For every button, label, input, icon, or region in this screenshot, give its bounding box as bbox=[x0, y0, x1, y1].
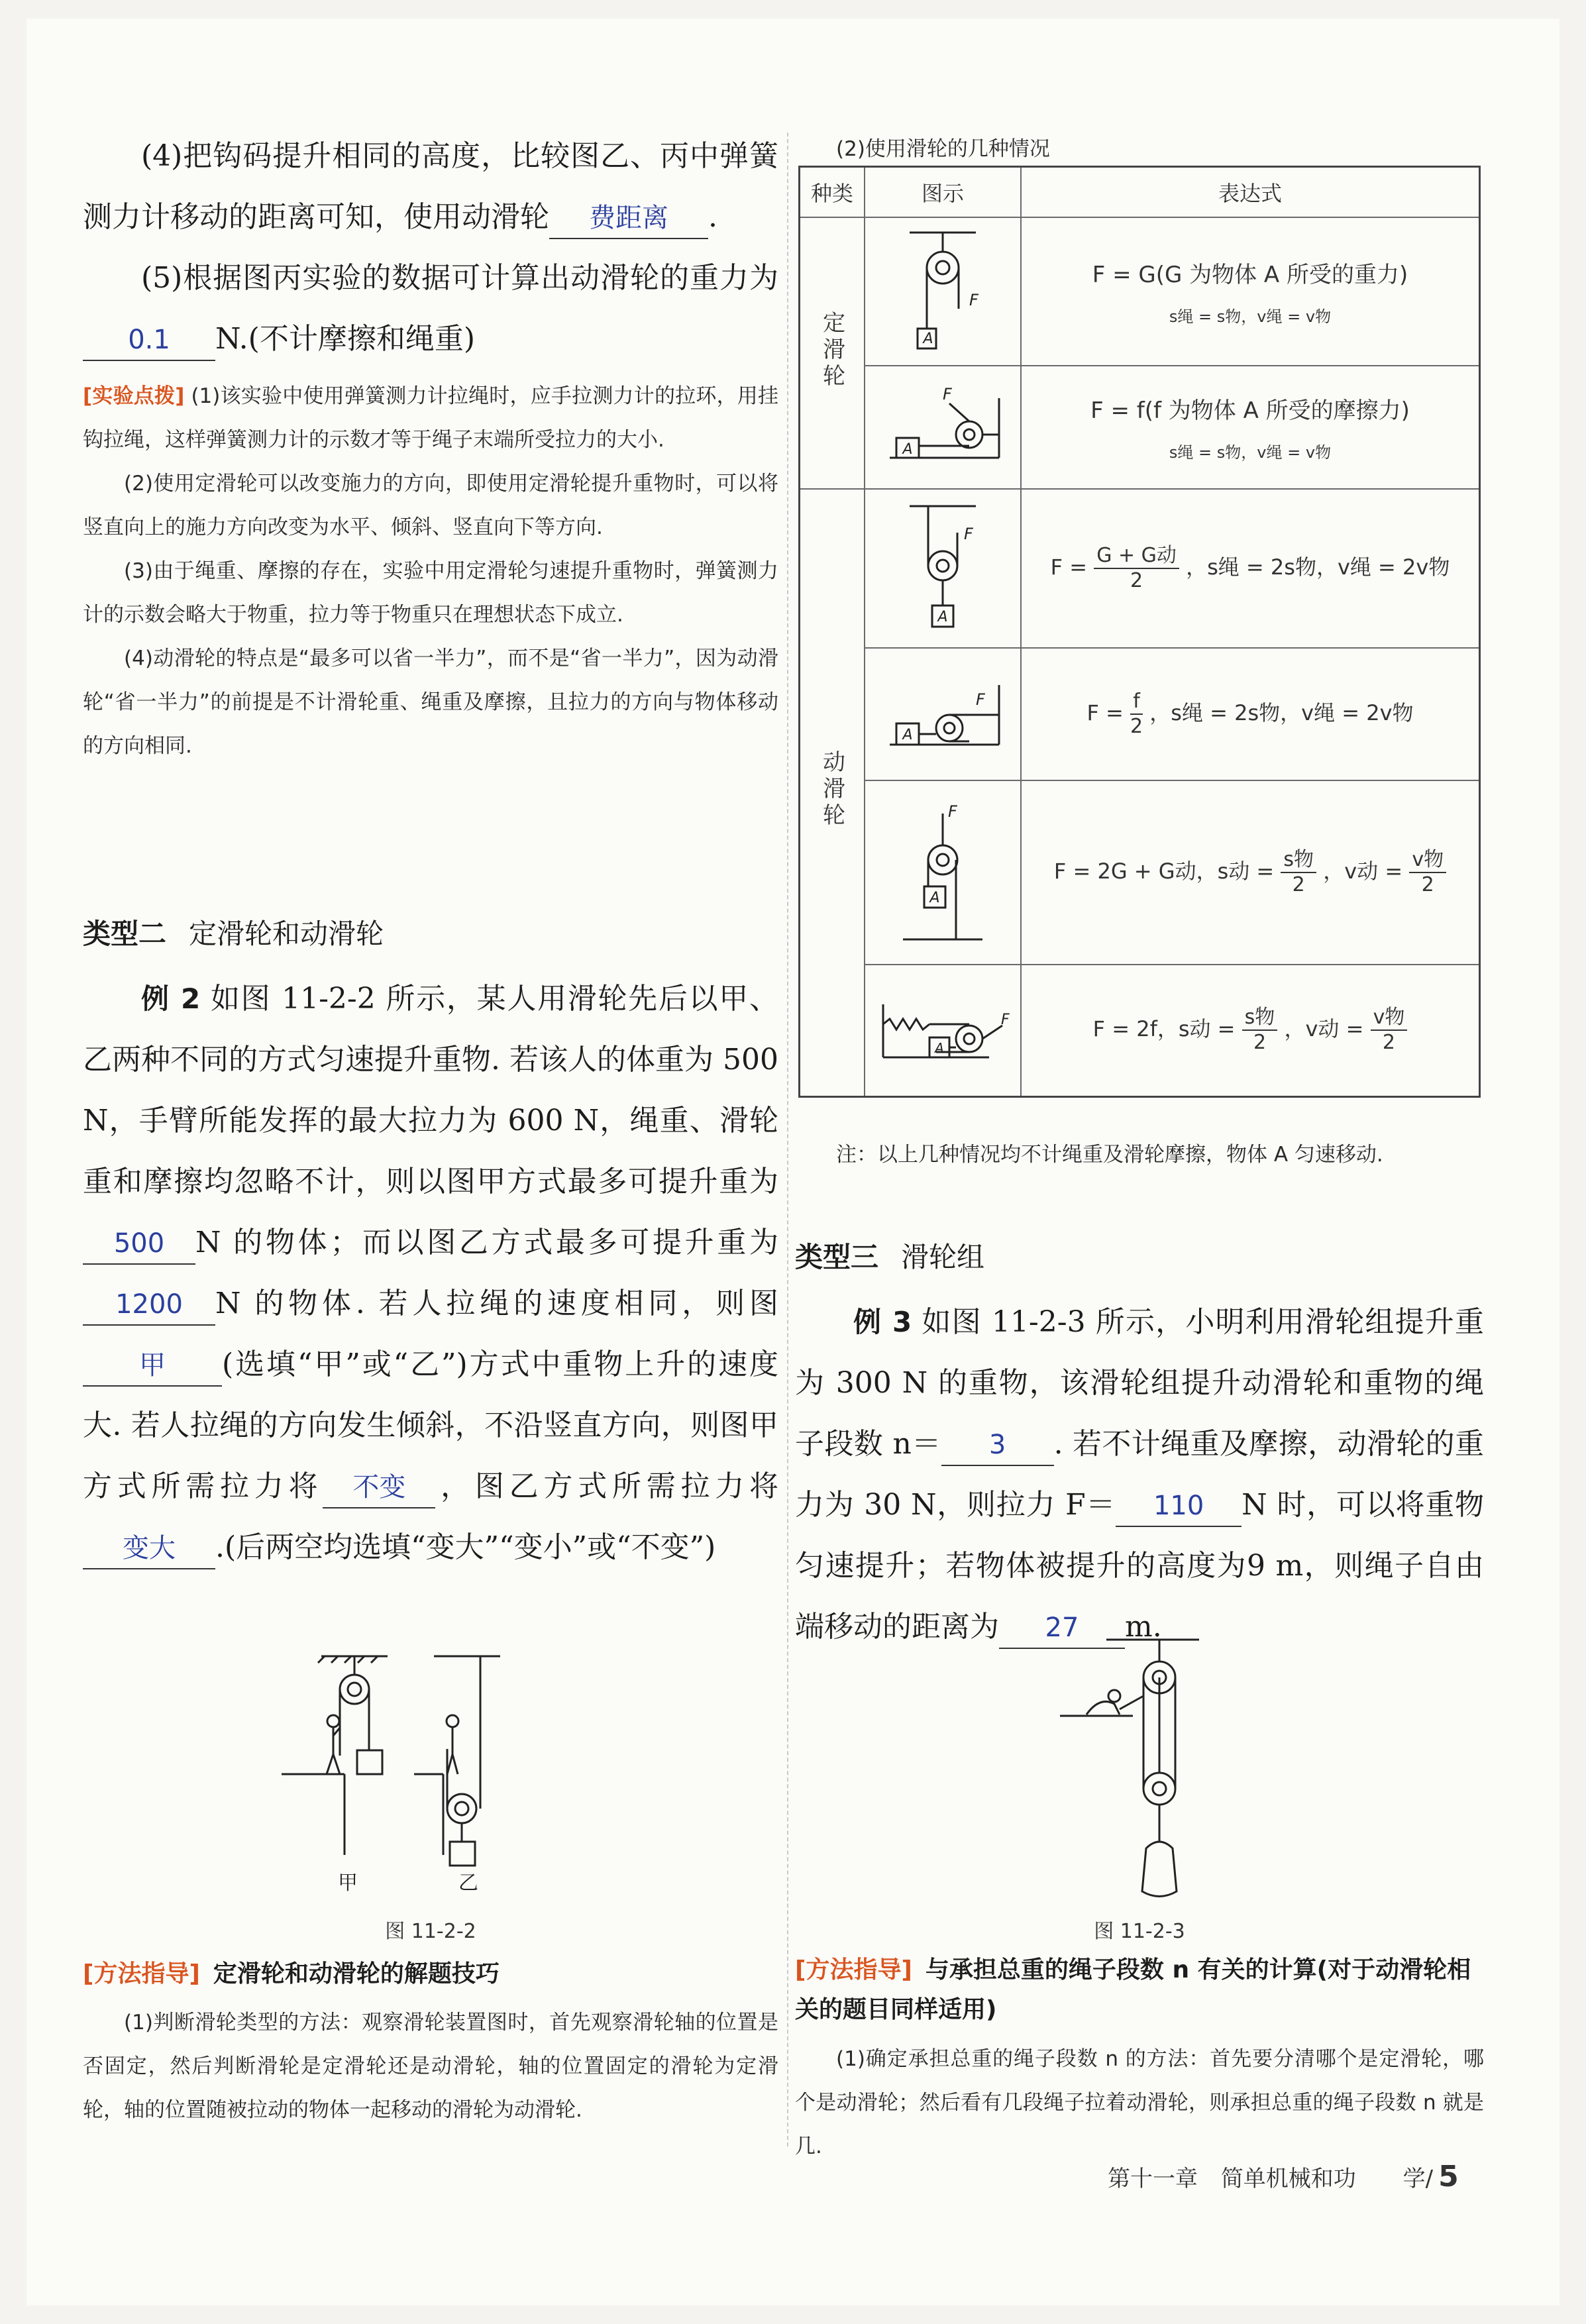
page-footer bbox=[1108, 2160, 1459, 2193]
th-figure: 图示 bbox=[865, 167, 1021, 217]
tip-2: (2)使用定滑轮可以改变施力的方向，即使用定滑轮提升重物时，可以将竖直向上的施力方向改变为水平、倾斜、竖直向下等方向. bbox=[83, 472, 778, 539]
ex2-answer-3: 甲 bbox=[83, 1346, 222, 1387]
page-number: 5 bbox=[1438, 2160, 1459, 2193]
figure-11-2-3-caption: 图 11-2-3 bbox=[1094, 1920, 1185, 1943]
ex2-answer-5: 变大 bbox=[83, 1528, 215, 1569]
fraction-r3 bbox=[1094, 544, 1179, 593]
label-a-4: A bbox=[902, 726, 913, 743]
label-a-5: A bbox=[929, 889, 940, 906]
fig-fixed-horizontal bbox=[865, 366, 1021, 489]
type3-title: 滑轮组 bbox=[901, 1241, 985, 1273]
label-a-1: A bbox=[923, 330, 933, 347]
label-a-2: A bbox=[902, 441, 913, 458]
movable-vertical-diagram bbox=[876, 496, 1009, 635]
fig-movable-vertical bbox=[865, 489, 1021, 648]
question-5 bbox=[83, 248, 778, 370]
th-formula: 表达式 bbox=[1021, 167, 1480, 217]
example-3 bbox=[795, 1292, 1484, 1658]
fraction-r6a bbox=[1242, 1006, 1278, 1055]
experiment-tips bbox=[83, 374, 778, 768]
formula-r4-post: ，s绳 = 2s物，v绳 = 2v物 bbox=[1149, 700, 1414, 725]
formula-r4 bbox=[1021, 648, 1480, 780]
label-a-3: A bbox=[937, 608, 948, 625]
figure-11-2-2 bbox=[282, 1643, 573, 1895]
type-movable-label: 动滑轮 bbox=[818, 750, 845, 830]
ex2-text-f: .(后两空均选填“变大”“变小”或“不变”) bbox=[215, 1530, 716, 1564]
method-text-right: (1)确定承担总重的绳子段数 n 的方法：首先要分清哪个是定滑轮，哪个是动滑轮；然后看有几段绳子拉着动滑轮，则承担总重的绳子段数 n 就是几. bbox=[795, 2047, 1484, 2158]
method-text-left: (1)判断滑轮类型的方法：观察滑轮装置图时，首先观察滑轮轴的位置是否固定，然后判断滑轮是定滑轮还是动滑轮，轴的位置固定的滑轮为定滑轮，轴的位置随被拉动的物体一起移动的滑轮为动滑轮. bbox=[83, 2011, 778, 2122]
tip-4: (4)动滑轮的特点是“最多可以省一半力”，而不是“省一半力”，因为动滑轮“省一半力”的前提是不计滑轮重、绳重及摩擦，且拉力的方向与物体移动的方向相同. bbox=[83, 647, 778, 758]
ex2-text-c: N 的物体. 若人拉绳的速度相同，则图 bbox=[215, 1287, 778, 1320]
column-divider bbox=[787, 132, 788, 2146]
ex3-answer-3: 27 bbox=[999, 1608, 1125, 1649]
q4-end: . bbox=[708, 200, 717, 234]
formula-r6 bbox=[1021, 965, 1480, 1097]
ex2-answer-2: 1200 bbox=[83, 1285, 215, 1326]
question-4 bbox=[83, 126, 778, 248]
movable-inverted-diagram bbox=[876, 787, 1009, 953]
ex3-text-a: 如图 11-2-3 所示，小明利用滑轮组提升重为 300 N 的重物，该滑轮组提升动滑轮和重物的绳子段数 n＝ bbox=[795, 1305, 1484, 1461]
q5-text: (5)根据图丙实验的数据可计算出动滑轮的重力为 bbox=[141, 261, 778, 295]
type-movable bbox=[800, 489, 865, 1097]
fraction-r4-num: f bbox=[1130, 690, 1143, 715]
type-fixed-label: 定滑轮 bbox=[818, 310, 845, 390]
fig-movable-inverted bbox=[865, 780, 1021, 965]
ex3-text-b: . 若不计绳重及摩擦，动滑轮的重力为 30 N，则拉力 F＝ bbox=[795, 1427, 1484, 1522]
method-heading-right bbox=[795, 1950, 1484, 2030]
formula-r3-post: ，s绳 = 2s物，v绳 = 2v物 bbox=[1186, 554, 1450, 580]
type2-title: 定滑轮和动滑轮 bbox=[189, 918, 384, 950]
method-heading-left bbox=[83, 1954, 500, 1994]
fraction-r4 bbox=[1130, 690, 1143, 739]
fraction-r5b-den: 2 bbox=[1421, 872, 1434, 896]
tip-tag: [实验点拨] bbox=[83, 384, 185, 408]
label-f-4: F bbox=[976, 690, 985, 709]
ex3-answer-2: 110 bbox=[1116, 1486, 1242, 1527]
figure-11-2-3 bbox=[1040, 1630, 1252, 1915]
formula-r4-pre: F = bbox=[1086, 700, 1124, 725]
figure-11-2-2-caption: 图 11-2-2 bbox=[385, 1920, 476, 1943]
movable-spring-diagram bbox=[870, 978, 1016, 1077]
method-tag-right: [方法指导] bbox=[795, 1956, 912, 1983]
formula-r1-main: F = G(G 为物体 A 所受的重力) bbox=[1092, 261, 1408, 288]
ex3-label: 例 3 bbox=[853, 1306, 912, 1338]
formula-r5-mid: ，v动 = bbox=[1323, 858, 1403, 884]
q5-answer: 0.1 bbox=[83, 320, 215, 361]
table-note: 注：以上几种情况均不计绳重及滑轮摩擦，物体 A 匀速移动. bbox=[836, 1143, 1383, 1167]
q4-answer: 费距离 bbox=[549, 198, 708, 239]
ex2-text-e: ，图乙方式所需拉力将 bbox=[435, 1469, 779, 1503]
ex2-text-d: (选填“甲”或“乙”)方式中重物上升的速度大. 若人拉绳的方向发生倾斜，不沿竖直方向，则图甲方式所需拉力将 bbox=[83, 1347, 778, 1503]
formula-r5-pre: F = 2G + G动，s动 = bbox=[1053, 858, 1275, 884]
fraction-r5a bbox=[1281, 848, 1316, 897]
fraction-r6b-num: v物 bbox=[1371, 1006, 1408, 1031]
label-a-6: A bbox=[935, 1040, 944, 1057]
fig-label-yi: 乙 bbox=[458, 1872, 478, 1895]
formula-r3 bbox=[1021, 489, 1480, 648]
type3-heading bbox=[795, 1238, 984, 1277]
q4-text: (4)把钩码提升相同的高度，比较图乙、丙中弹簧测力计移动的距离可知，使用动滑轮 bbox=[83, 139, 778, 234]
fraction-r6b bbox=[1371, 1006, 1408, 1055]
formula-r6-mid: ，v动 = bbox=[1284, 1016, 1364, 1042]
ex2-label: 例 2 bbox=[141, 982, 201, 1015]
fraction-r3-num: G + G动 bbox=[1094, 544, 1179, 569]
type2-heading bbox=[83, 914, 384, 954]
label-f-3: F bbox=[964, 524, 973, 543]
ex2-answer-1: 500 bbox=[83, 1224, 195, 1265]
method-tag-left: [方法指导] bbox=[83, 1960, 200, 1987]
fig-movable-horizontal bbox=[865, 648, 1021, 780]
formula-r2-sub: s绳 = s物，v绳 = v物 bbox=[1169, 443, 1332, 462]
fraction-r5a-den: 2 bbox=[1292, 872, 1305, 896]
formula-r1-sub: s绳 = s物，v绳 = v物 bbox=[1169, 307, 1332, 326]
ex2-text-a: 如图 11-2-2 所示，某人用滑轮先后以甲、乙两种不同的方式匀速提升重物. 若该人的体重为 500 N，手臂所能发挥的最大拉力为 600 N，绳重、滑轮重和摩擦均忽略不计，则以图甲方式最多可提升重为 bbox=[83, 982, 778, 1198]
q5-end: N.(不计摩擦和绳重) bbox=[215, 322, 476, 356]
tip-1: (1)该实验中使用弹簧测力计拉绳时，应手拉测力计的拉环，用挂钩拉绳，这样弹簧测力计的示数才等于绳子末端所受拉力的大小. bbox=[83, 384, 778, 452]
formula-r5 bbox=[1021, 780, 1480, 965]
fig-movable-spring bbox=[865, 965, 1021, 1097]
footer-chapter: 第十一章 bbox=[1108, 2166, 1198, 2192]
ex2-answer-4: 不变 bbox=[323, 1467, 435, 1508]
example-2 bbox=[83, 969, 778, 1578]
movable-horizontal-diagram bbox=[876, 659, 1009, 765]
formula-r3-pre: F = bbox=[1050, 554, 1088, 580]
method-title-left: 定滑轮和动滑轮的解题技巧 bbox=[213, 1960, 500, 1987]
tip-3: (3)由于绳重、摩擦的存在，实验中用定滑轮匀速提升重物时，弹簧测力计的示数会略大于物重，拉力等于物重只在理想状态下成立. bbox=[83, 559, 778, 627]
formula-r2-main: F = f(f 为物体 A 所受的摩擦力) bbox=[1090, 397, 1410, 424]
label-f-6: F bbox=[1001, 1012, 1010, 1029]
fig-fixed-vertical bbox=[865, 217, 1021, 366]
pulley-table bbox=[798, 166, 1481, 1098]
label-f-5: F bbox=[948, 802, 957, 821]
ex3-answer-1: 3 bbox=[941, 1425, 1054, 1466]
th-type: 种类 bbox=[800, 167, 865, 217]
formula-r6-pre: F = 2f，s动 = bbox=[1092, 1016, 1236, 1042]
footer-title: 简单机械和功 bbox=[1220, 2166, 1356, 2192]
fraction-r5a-num: s物 bbox=[1281, 848, 1316, 873]
fixed-horizontal-diagram bbox=[876, 372, 1009, 478]
method-title-right: 与承担总重的绳子段数 n 有关的计算(对于动滑轮相关的题目同样适用) bbox=[795, 1956, 1471, 2023]
fraction-r6a-num: s物 bbox=[1242, 1006, 1278, 1031]
fixed-vertical-diagram bbox=[876, 223, 1009, 355]
ex3-text-d: m. bbox=[1125, 1610, 1162, 1644]
ex2-text-b: N 的物体；而以图乙方式最多可提升重为 bbox=[195, 1226, 778, 1259]
fig-label-jia: 甲 bbox=[338, 1872, 358, 1895]
fraction-r5b bbox=[1409, 848, 1446, 897]
formula-r2 bbox=[1021, 366, 1480, 489]
type2-label: 类型二 bbox=[83, 918, 167, 950]
formula-r1 bbox=[1021, 217, 1480, 366]
label-f-2: F bbox=[943, 384, 952, 403]
ex3-text-c: N 时，可以将重物匀速提升；若物体被提升的高度为9 m，则绳子自由端移动的距离为 bbox=[795, 1488, 1484, 1644]
fraction-r4-den: 2 bbox=[1130, 714, 1143, 738]
fraction-r3-den: 2 bbox=[1130, 568, 1143, 592]
label-f-1: F bbox=[969, 290, 978, 309]
fraction-r6b-den: 2 bbox=[1382, 1031, 1396, 1055]
fraction-r5b-num: v物 bbox=[1409, 848, 1446, 873]
table-intro: (2)使用滑轮的几种情况 bbox=[836, 137, 1050, 161]
footer-subject: 学/ bbox=[1402, 2166, 1434, 2192]
fraction-r6a-den: 2 bbox=[1253, 1031, 1267, 1055]
type3-label: 类型三 bbox=[795, 1241, 879, 1273]
type-fixed bbox=[800, 217, 865, 489]
